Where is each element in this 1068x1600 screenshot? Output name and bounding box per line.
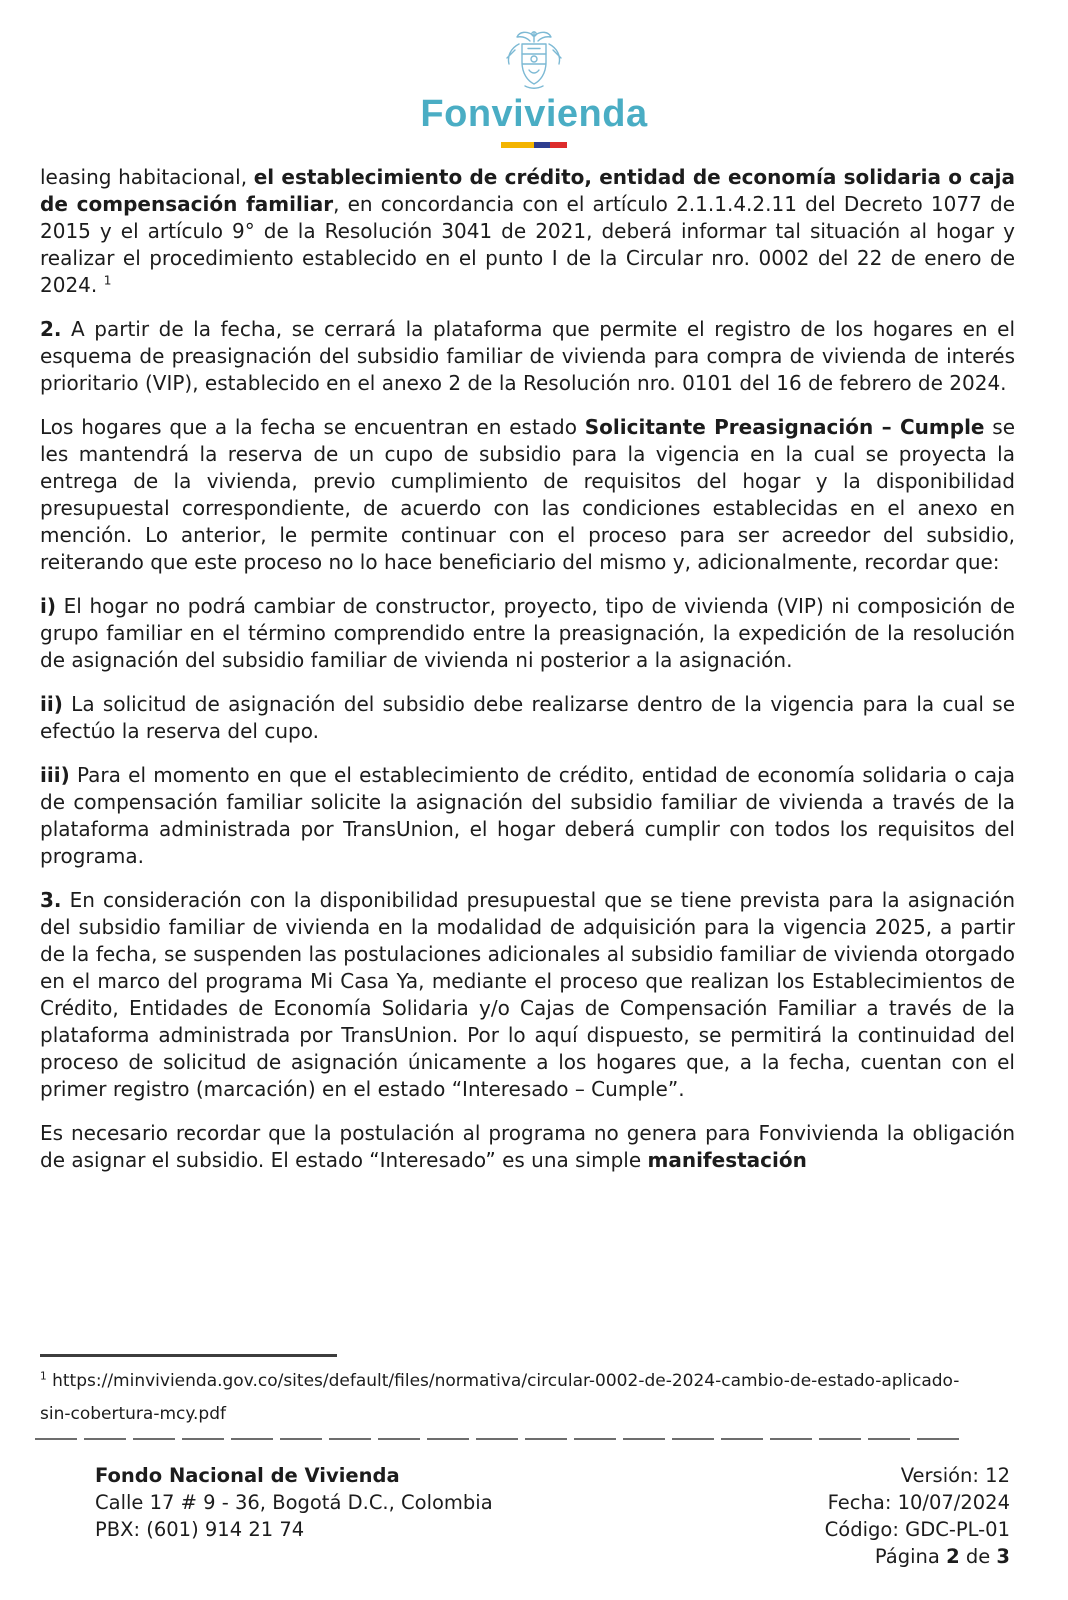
- text-run: PBX: (601) 914 21 74: [95, 1518, 305, 1541]
- text-run: de: [959, 1545, 997, 1568]
- text-run: Página: [874, 1545, 947, 1568]
- text-run: Los hogares que a la fecha se encuentran en estado: [40, 415, 585, 439]
- footnote-separator: [40, 1354, 337, 1357]
- paragraph: [40, 593, 1015, 674]
- text-run: Versión: 12: [900, 1464, 1010, 1487]
- text-run: https://minvivienda.gov.co/sites/default/files/normativa/circular-0002-de-2024-cambio-de-estado-aplicado-sin-cobertura-mcy.pdf: [40, 1371, 960, 1424]
- footer-line: [95, 1489, 493, 1516]
- paragraph: [40, 316, 1015, 397]
- footer-line: [825, 1489, 1010, 1516]
- text-run: La solicitud de asignación del subsidio debe realizarse dentro de la vigencia para la cual se efectúo la reserva del cupo.: [40, 692, 1015, 743]
- text-run: 2.: [40, 317, 62, 341]
- fonvivienda-wordmark: Fonvivienda: [420, 93, 648, 135]
- paragraph: [40, 414, 1015, 576]
- text-run: ii): [40, 692, 63, 716]
- tricolor-yellow: [501, 142, 534, 148]
- text-run: El hogar no podrá cambiar de constructor, proyecto, tipo de vivienda (VIP) ni composición de grupo familiar en el término comprendido entre la preasignación, la expedición de la resolución de asignación del subsidio familiar de vivienda ni posterior a la asignación.: [40, 594, 1015, 672]
- text-run: Fecha: 10/07/2024: [827, 1491, 1010, 1514]
- paragraph: [40, 887, 1015, 1103]
- text-run: Es necesario recordar que la postulación al programa no genera para Fonvivienda la obligación de asignar el subsidio. El estado “Interesado” es una simple: [40, 1121, 1015, 1172]
- text-run: i): [40, 594, 56, 618]
- text-run: , en concordancia con el artículo 2.1.1.4.2.11 del Decreto 1077 de 2015 y el artículo 9° de la Resolución 3041 de 2021, deberá informar tal situación al hogar y realizar el procedimiento establecido en el punto I de la Circular nro. 0002 del 22 de enero de 2024.: [40, 192, 1015, 297]
- text-run: 3: [996, 1545, 1010, 1568]
- paragraph: [40, 1120, 1015, 1174]
- text-run: Para el momento en que el establecimiento de crédito, entidad de economía solidaria o caja de compensación familiar solicite la asignación del subsidio familiar de vivienda a través de la plataforma administrada por TransUnion, el hogar deberá cumplir con todos los requisitos del programa.: [40, 763, 1015, 868]
- page-footer: [95, 1462, 1010, 1570]
- footnote-text: [40, 1365, 972, 1431]
- footer-version-block: [825, 1462, 1010, 1570]
- text-run: Solicitante Preasignación – Cumple: [584, 415, 985, 439]
- footnote-area: [40, 1354, 972, 1431]
- text-run: 2: [946, 1545, 960, 1568]
- footer-line: [825, 1516, 1010, 1543]
- footer-line: [825, 1543, 1010, 1570]
- footer-separator: [35, 1438, 960, 1440]
- tricolor-blue: [534, 142, 550, 148]
- footnote-marker: 1: [40, 1370, 47, 1383]
- header-logo: [0, 0, 1068, 148]
- text-run: Código: GDC-PL-01: [824, 1518, 1010, 1541]
- text-run: manifestación: [647, 1148, 807, 1172]
- footer-line: [825, 1462, 1010, 1489]
- text-run: A partir de la fecha, se cerrará la plataforma que permite el registro de los hogares en el esquema de preasignación del subsidio familiar de vivienda para compra de vivienda de interés prioritario (VIP), establecido en el anexo 2 de la Resolución nro. 0101 del 16 de febrero de 2024.: [40, 317, 1015, 395]
- text-run: En consideración con la disponibilidad presupuestal que se tiene prevista para la asignación del subsidio familiar de vivienda en la modalidad de adquisición para la vigencia 2025, a partir de la fecha, se suspenden las postulaciones adicionales al subsidio familiar de vivienda otorgado en el marco del programa Mi Casa Ya, mediante el proceso que realizan los Establecimientos de Crédito, Entidades de Economía Solidaria y/o Cajas de Compensación Familiar a través de la plataforma administrada por TransUnion. Por lo aquí dispuesto, se permitirá la continuidad del proceso de solicitud de asignación únicamente a los hogares que, a la fecha, cuentan con el primer registro (marcación) en el estado “Interesado – Cumple”.: [40, 888, 1015, 1101]
- document-body: [40, 164, 1015, 1174]
- paragraph: [40, 164, 1015, 299]
- text-run: leasing habitacional,: [40, 165, 254, 189]
- footer-line: [95, 1462, 493, 1489]
- tricolor-red: [550, 142, 567, 148]
- text-run: Calle 17 # 9 - 36, Bogotá D.C., Colombia: [95, 1491, 493, 1514]
- text-run: Fondo Nacional de Vivienda: [95, 1464, 400, 1487]
- text-run: se les mantendrá la reserva de un cupo de subsidio para la vigencia en la cual se proyecta la entrega de la vivienda, previo cumplimiento de requisitos del hogar y la disponibilidad presupuestal correspondiente, de acuerdo con las condiciones establecidas en el anexo en mención. Lo anterior, le permite continuar con el proceso para ser acreedor del subsidio, reiterando que este proceso no lo hace beneficiario del mismo y, adicionalmente, recordar que:: [40, 415, 1016, 574]
- footer-line: [95, 1516, 493, 1543]
- text-run: el establecimiento de crédito, entidad de economía solidaria o caja de compensación familiar: [40, 165, 1015, 216]
- text-run: iii): [40, 763, 70, 787]
- footnote-marker: 1: [103, 272, 112, 288]
- colombia-tricolor-bar: [501, 142, 567, 148]
- paragraph: [40, 762, 1015, 870]
- coat-of-arms-icon: [497, 28, 571, 92]
- footer-address-block: [95, 1462, 493, 1570]
- paragraph: [40, 691, 1015, 745]
- text-run: 3.: [40, 888, 62, 912]
